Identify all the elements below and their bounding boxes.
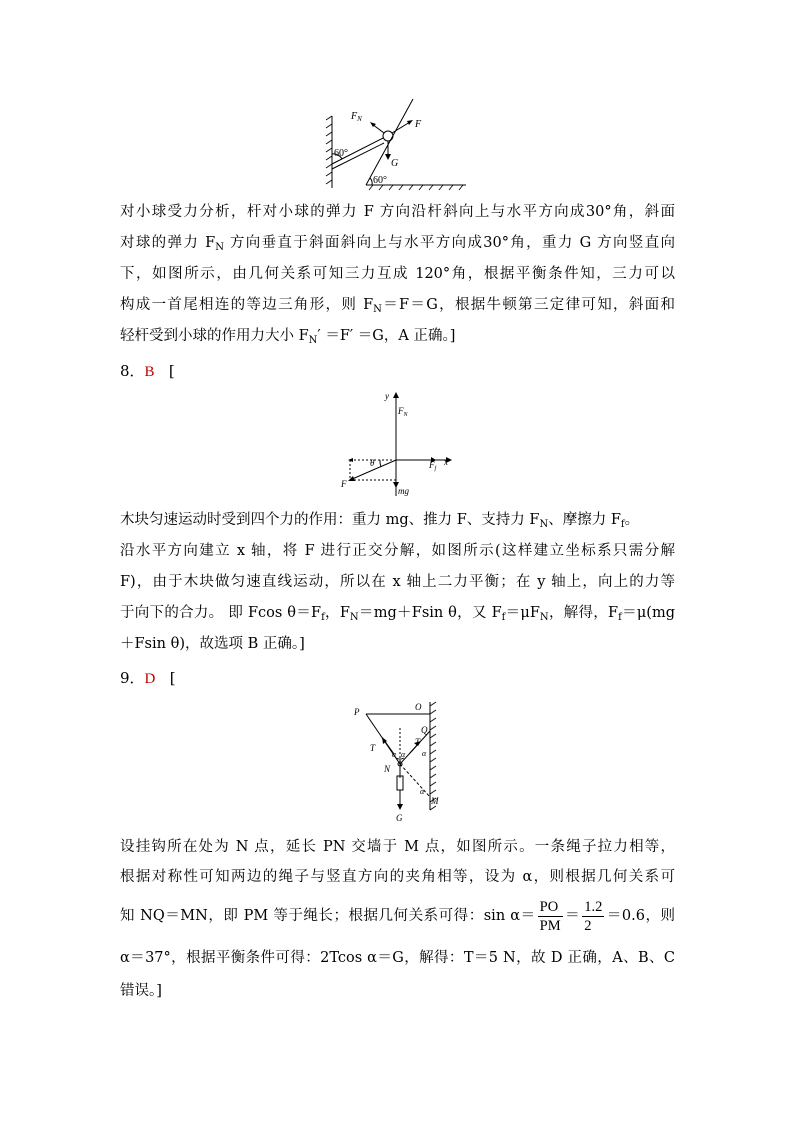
tension-right-label: T <box>415 737 421 747</box>
alpha-m-label: α <box>420 787 425 796</box>
fn-label: $F_N$ <box>398 406 408 418</box>
ff-label: $F_f$ <box>429 460 437 472</box>
angle-60-wall: 60° <box>334 148 348 159</box>
q9-header: 9．D [ <box>120 669 176 687</box>
fraction-po-pm: $\frac{PO}{PM}$ <box>539 898 561 934</box>
alpha-right-label: α <box>401 750 406 759</box>
angle-60-incline: 60° <box>373 175 387 186</box>
point-n-label: N <box>384 764 391 774</box>
q8-header: 8．B [ <box>120 362 175 380</box>
point-q-label: Q <box>421 725 428 735</box>
q8-explanation: 木块匀速运动时受到四个力的作用：重力 mg、推力 F、支持力 $F_N$、摩擦力 $F_f$。 沿水平方向建立 x 轴，将 F 进行正交分解，如图所示(这样建立坐标系只需分解 F)，由于木块做匀速直线运动，所以在 x 轴上二力平衡；在 y 轴上，向上的力等 于向下的合力。 即 Fcos $\theta=F_f$，$F_N=mg+Fsin$ θ，又 $F_f=\mu F_N$，解得，$F_f=\mu(mg$ ＋Fsin θ)，故选项 B 正确。] <box>120 512 675 652</box>
fraction-values: $\frac{1.2}{2}$ <box>584 898 603 934</box>
point-p-label: P <box>354 707 360 717</box>
alpha-wall-label: α <box>422 749 427 758</box>
g-label: G <box>396 813 403 823</box>
incline-rod-figure <box>318 96 468 191</box>
fn-label: $F_N$ <box>351 111 362 123</box>
mg-label: mg <box>398 486 409 496</box>
x-axis-label: x <box>444 457 448 467</box>
g-label: G <box>391 158 399 169</box>
q8-answer: B <box>144 364 155 380</box>
f-label: F <box>341 479 347 489</box>
force-decomposition-figure <box>336 388 461 500</box>
tension-left-label: T <box>370 743 376 753</box>
point-m-label: M <box>431 796 439 806</box>
alpha-left-label: α <box>392 750 397 759</box>
theta-label: θ <box>370 458 375 468</box>
q9-explanation: 设挂钩所在处为 N 点，延长 PN 交墙于 M 点，如图所示。一条绳子拉力相等， 根据对称性可知两边的绳子与竖直方向的夹角相等，设为 α，则根据几何关系可 知 NQ＝MN，即 PM 等于绳长；根据几何关系可得：sin α＝ $\frac{PO}{PM}$ ＝ $\frac{1.2}{2}$ ＝0.6，则 α＝37°，根据平衡条件可得：2Tcos α＝G，解得：T＝5 N，故 D 正确，A、B、C 错误。] <box>120 839 675 999</box>
q7-explanation: 对小球受力分析，杆对小球的弹力 F 方向沿杆斜向上与水平方向成30°角，斜面 对球的弹力 $F_N$ 方向垂直于斜面斜向上与水平方向成30°角，重力 G 方向竖直向 下，如图所示，由几何关系可知三力互成 120°角，根据平衡条件知，三力可以 构成一首尾相连的等边三角形，则 $F_N=F=G$，根据牛顿第三定律可知，斜面和 轻杆受到小球的作用力大小 $F_N' =F' =G$，A 正确。] <box>120 204 676 346</box>
q9-answer: D <box>144 671 156 687</box>
f-label: F <box>415 119 422 130</box>
y-axis-label: y <box>385 391 389 401</box>
hanging-rope-figure <box>348 698 448 826</box>
point-o-label: O <box>415 702 422 712</box>
